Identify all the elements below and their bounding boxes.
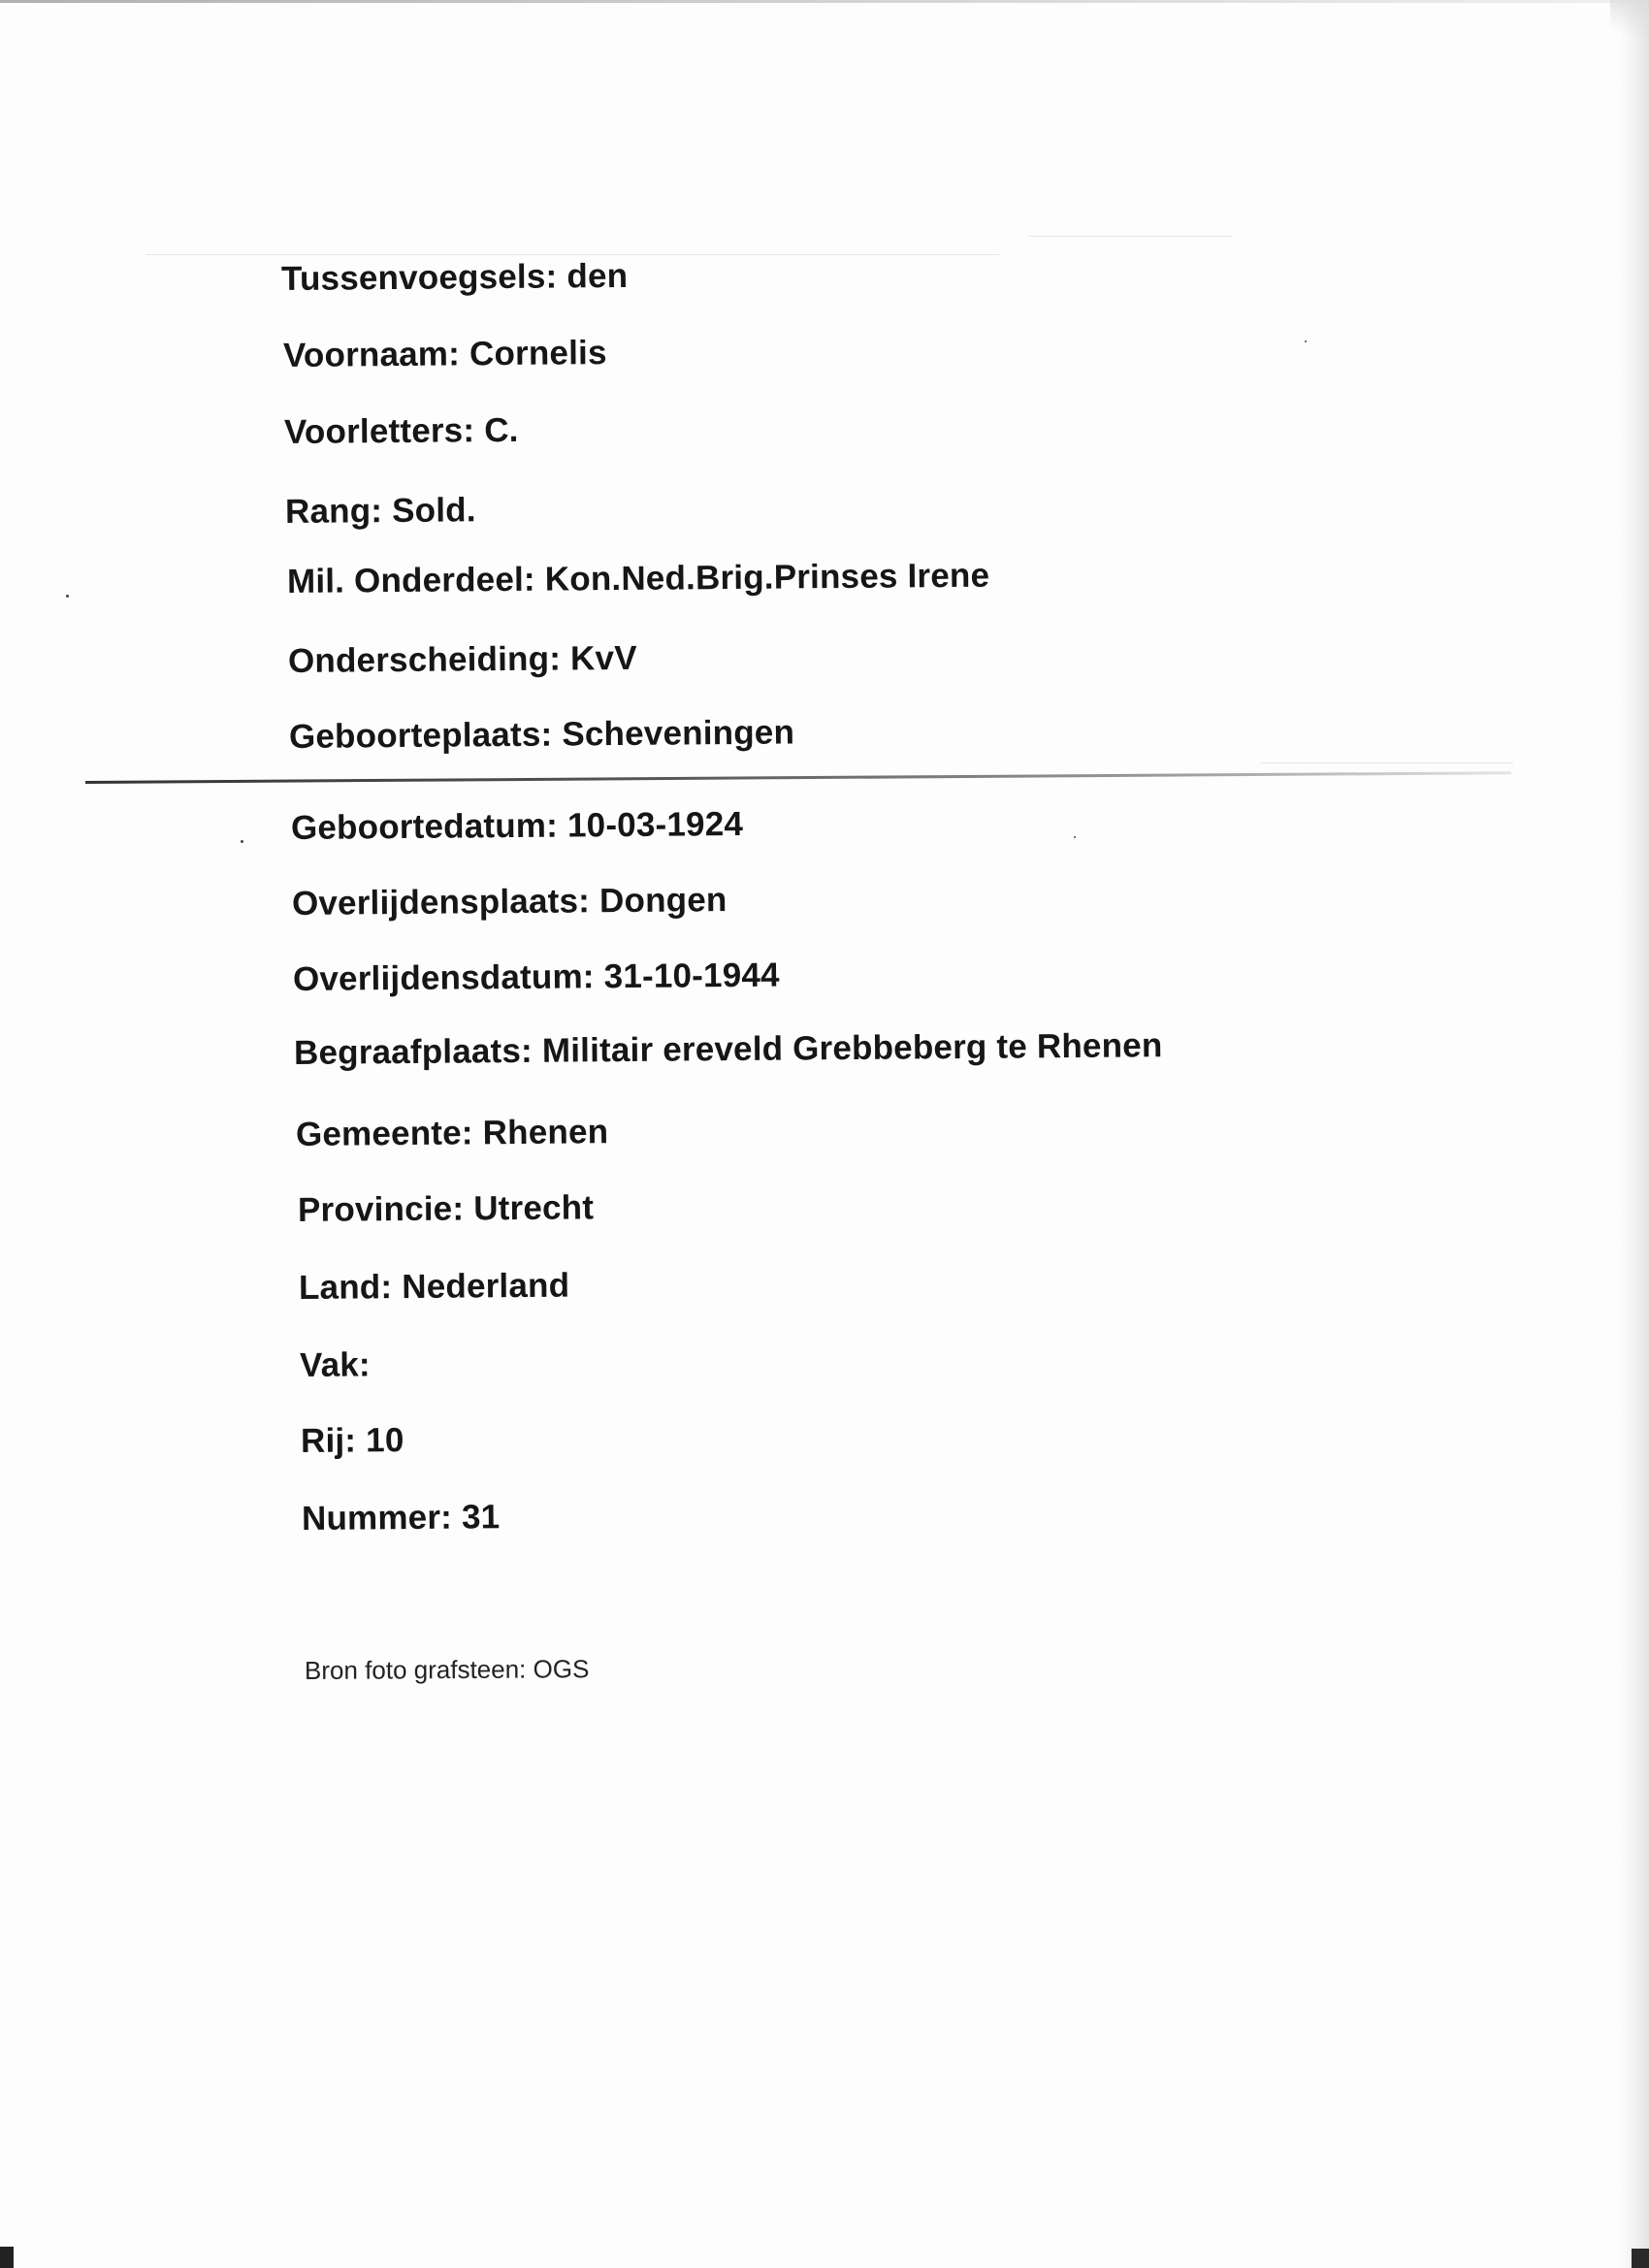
field-value: KvV: [569, 638, 637, 678]
field-geboorteplaats: [289, 713, 794, 757]
field-value: C.: [484, 410, 519, 450]
field-value: Dongen: [598, 881, 728, 921]
field-overlijdensplaats: [292, 881, 728, 923]
field-overlijdensdatum: [293, 956, 780, 999]
field-onderscheiding: [288, 639, 637, 681]
field-label: Geboortedatum:: [290, 806, 559, 847]
field-label: Overlijdensplaats:: [291, 882, 591, 923]
field-tussenvoegsels: [281, 257, 629, 299]
field-value: Cornelis: [469, 334, 607, 373]
field-value: 10: [366, 1421, 404, 1460]
field-nummer: [302, 1498, 501, 1539]
field-value: Sold.: [391, 491, 476, 531]
field-label: Nummer:: [301, 1498, 453, 1538]
field-label: Rij:: [300, 1421, 357, 1460]
field-rij: [301, 1421, 404, 1461]
field-value: 10-03-1924: [566, 804, 744, 845]
field-land: [299, 1267, 570, 1308]
field-label: Begraafplaats:: [293, 1031, 534, 1072]
field-label: Voornaam:: [282, 335, 461, 374]
field-label: Onderscheiding:: [287, 639, 562, 680]
field-mil-onderdeel: [287, 557, 990, 601]
field-voornaam: [283, 334, 607, 375]
field-begraafplaats: [294, 1026, 1163, 1073]
field-label: Mil. Onderdeel:: [286, 560, 535, 600]
field-label: Tussenvoegsels:: [280, 257, 558, 298]
field-value: Militair ereveld Grebbeberg te Rhenen: [541, 1026, 1163, 1070]
field-geboortedatum: [291, 805, 743, 848]
field-label: Overlijdensdatum:: [292, 957, 595, 998]
field-value: Utrecht: [473, 1188, 595, 1228]
field-vak: [300, 1345, 380, 1385]
field-value: 31: [461, 1498, 501, 1537]
field-value: den: [566, 256, 629, 296]
field-value: Rhenen: [482, 1113, 609, 1152]
field-gemeente: [296, 1113, 609, 1154]
field-label: Provincie:: [297, 1189, 465, 1229]
field-label: Rang:: [284, 492, 383, 531]
field-label: Voorletters:: [283, 411, 475, 451]
scan-corner-mark-right: [1632, 2249, 1649, 2268]
field-label: Land:: [298, 1268, 393, 1307]
field-value: 31-10-1944: [603, 956, 780, 996]
field-value: Nederland: [402, 1266, 570, 1307]
field-value: Scheveningen: [562, 713, 795, 754]
field-label: Geboorteplaats:: [288, 715, 553, 756]
field-label: Gemeente:: [295, 1114, 473, 1153]
field-rang: [285, 491, 476, 532]
field-label: Vak:: [299, 1345, 371, 1384]
source-note: Bron foto grafsteen: OGS: [304, 1654, 590, 1685]
field-voorletters: [284, 411, 519, 452]
scan-corner-mark-left: [0, 2247, 14, 2268]
field-value: Kon.Ned.Brig.Prinses Irene: [544, 556, 990, 599]
field-provincie: [298, 1188, 594, 1230]
